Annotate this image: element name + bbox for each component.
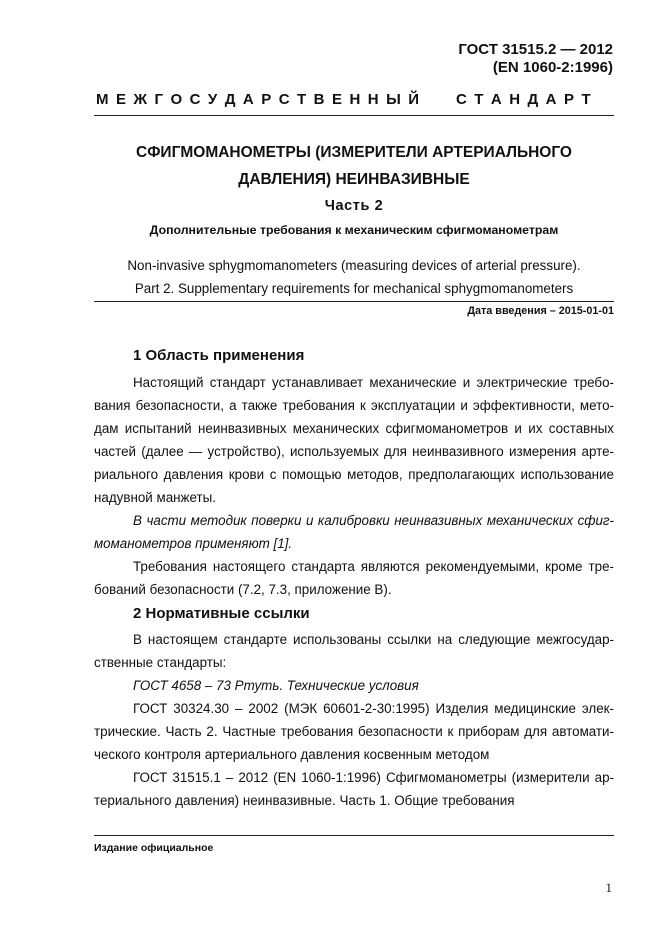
reference-gost-4658: ГОСТ 4658 – 73 Ртуть. Технические условия (133, 678, 419, 693)
page-number: 1 (605, 880, 612, 895)
english-title-line1: Non-invasive sphygmomanometers (measuring devices of arterial pressure). (127, 258, 581, 273)
reference-gost-31515-1: ГОСТ 31515.1 – 2012 (EN 1060-1:1996) Сфигмоманометры (измерители ар- (133, 770, 614, 785)
banner-letter: Г (154, 91, 163, 108)
paragraph-line: вания безопасности, а также требования к эксплуатации и эффективности, мето- (94, 398, 614, 413)
banner-letter: Р (563, 91, 574, 108)
banner-letter: С (189, 91, 201, 108)
part-label: Часть 2 (324, 198, 384, 214)
footer-rule (94, 835, 614, 836)
paragraph-line: бований безопасности (7.2, 7.3, приложение В). (94, 582, 392, 597)
banner-letter: Т (581, 91, 591, 108)
banner-letter: Р (261, 91, 272, 108)
section-heading-references: 2 Нормативные ссылки (133, 605, 310, 622)
banner-letter: Н (349, 91, 361, 108)
banner-letter: Ж (133, 91, 148, 108)
banner-letter: О (170, 91, 183, 108)
standard-code-en: (EN 1060-2:1996) (492, 59, 613, 76)
banner-letter: Н (367, 91, 379, 108)
paragraph-line: частей (далее — устройство), используемых для неинвазивного измерения арте- (94, 444, 614, 459)
paragraph-line: териального давления) неинвазивные. Часть 1. Общие требования (94, 793, 515, 808)
banner-letter: Е (331, 91, 342, 108)
paragraph-line: ческого контроля артериального давления косвенным методом (94, 747, 490, 762)
banner-word-gap (426, 91, 448, 108)
paragraph-line-italic: В части методик поверки и калибровки неинвазивных механических сфиг- (133, 513, 614, 528)
banner-letter: А (545, 91, 557, 108)
title-rule (94, 301, 614, 302)
banner-letter: Й (408, 91, 419, 108)
paragraph-line: В настоящем стандарте использованы ссылки на следующие межгосудар- (133, 632, 614, 647)
banner-letter: С (278, 91, 290, 108)
banner-letter: Н (509, 91, 521, 108)
banner-letter: У (207, 91, 218, 108)
section-heading-scope: 1 Область применения (133, 347, 305, 364)
reference-gost-30324: ГОСТ 30324.30 – 2002 (МЭК 60601-2-30:1995) Изделия медицинские элек- (133, 701, 614, 716)
banner-letter: В (313, 91, 325, 108)
banner-letter: А (242, 91, 254, 108)
document-title-line2: ДАВЛЕНИЯ) НЕИНВАЗИВНЫЕ (238, 171, 470, 188)
english-title-line2: Part 2. Supplementary requirements for mechanical sphygmomanometers (134, 281, 574, 296)
paragraph-line: трические. Часть 2. Частные требования безопасности к приборам для автомати- (94, 724, 614, 739)
paragraph-line: риального давления крови с помощью методов, предполагающих использование (94, 467, 614, 482)
paragraph-line: дам испытаний неинвазивных механических сфигмоманометров и их составных (94, 421, 614, 436)
banner-letter: Т (474, 91, 484, 108)
paragraph-line-italic: моманометров применяют [1]. (94, 536, 293, 551)
paragraph-line: ственные стандарты: (94, 655, 227, 670)
paragraph-line: Требования настоящего стандарта являются рекомендуемыми, кроме тре- (133, 559, 614, 574)
banner-letter: Д (224, 91, 236, 108)
banner-letter: Е (115, 91, 126, 108)
introduction-date: Дата введения – 2015-01-01 (467, 305, 614, 317)
banner-letter: Т (297, 91, 307, 108)
banner-letter: Ы (386, 91, 401, 108)
banner-letter: С (455, 91, 467, 108)
paragraph-line: Настоящий стандарт устанавливает механические и электрические требо- (133, 375, 614, 390)
banner-letter: М (96, 91, 109, 108)
official-edition-label: Издание официальное (94, 842, 214, 854)
banner-rule (94, 115, 614, 116)
document-subtitle: Дополнительные требования к механическим сфигмоманометрам (149, 223, 559, 237)
paragraph-line: надувной манжеты. (94, 490, 216, 505)
banner-letter: А (490, 91, 502, 108)
standard-code: ГОСТ 31515.2 — 2012 (458, 41, 613, 58)
interstate-standard-banner (96, 91, 591, 108)
banner-letter: Д (527, 91, 539, 108)
document-title-line1: СФИГМОМАНОМЕТРЫ (ИЗМЕРИТЕЛИ АРТЕРИАЛЬНОГО (136, 144, 572, 161)
